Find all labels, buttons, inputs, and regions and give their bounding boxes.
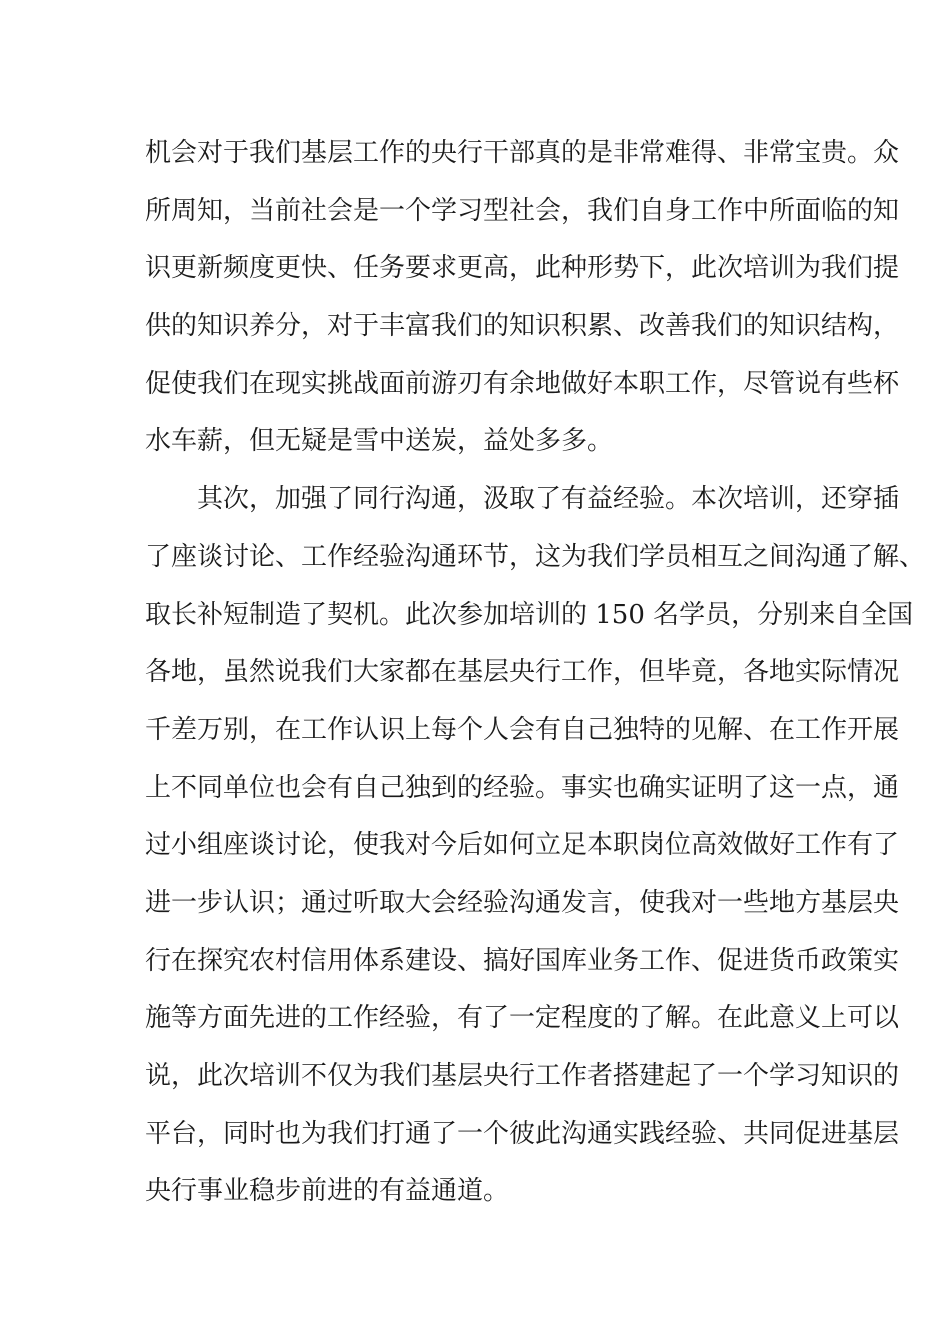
text-line: 过小组座谈讨论，使我对今后如何立足本职岗位高效做好工作有了 <box>145 830 900 861</box>
text-line: 施等方面先进的工作经验，有了一定程度的了解。在此意义上可以 <box>145 1003 900 1034</box>
text-line: 千差万别，在工作认识上每个人会有自己独特的见解、在工作开展 <box>145 714 900 745</box>
body-text <box>145 133 926 1229</box>
text-line: 识更新频度更快、任务要求更高，此种形势下，此次培训为我们提 <box>145 253 900 284</box>
text-line: 进一步认识；通过听取大会经验沟通发言，使我对一些地方基层央 <box>145 887 900 918</box>
text-line: 所周知，当前社会是一个学习型社会，我们自身工作中所面临的知 <box>145 195 900 226</box>
text-line: 取长补短制造了契机。此次参加培训的 150 名学员，分别来自全国 <box>145 599 914 630</box>
text-line: 平台，同时也为我们打通了一个彼此沟通实践经验、共同促进基层 <box>145 1118 900 1149</box>
text-line: 了座谈讨论、工作经验沟通环节，这为我们学员相互之间沟通了解、 <box>145 541 926 572</box>
text-line: 央行事业稳步前进的有益通道。 <box>145 1176 510 1207</box>
text-line: 促使我们在现实挑战面前游刃有余地做好本职工作，尽管说有些杯 <box>145 368 900 399</box>
text-line: 各地，虽然说我们大家都在基层央行工作，但毕竟，各地实际情况 <box>145 657 900 688</box>
text-line: 行在探究农村信用体系建设、搞好国库业务工作、促进货币政策实 <box>145 945 900 976</box>
text-line: 上不同单位也会有自己独到的经验。事实也确实证明了这一点，通 <box>145 772 900 803</box>
text-line: 其次，加强了同行沟通，汲取了有益经验。本次培训，还穿插 <box>145 484 900 515</box>
text-line: 水车薪，但无疑是雪中送炭，益处多多。 <box>145 426 614 457</box>
text-line: 机会对于我们基层工作的央行干部真的是非常难得、非常宝贵。众 <box>145 138 900 168</box>
text-line: 说，此次培训不仅为我们基层央行工作者搭建起了一个学习知识的 <box>145 1061 900 1091</box>
text-line: 供的知识养分，对于丰富我们的知识积累、改善我们的知识结构， <box>145 311 900 342</box>
